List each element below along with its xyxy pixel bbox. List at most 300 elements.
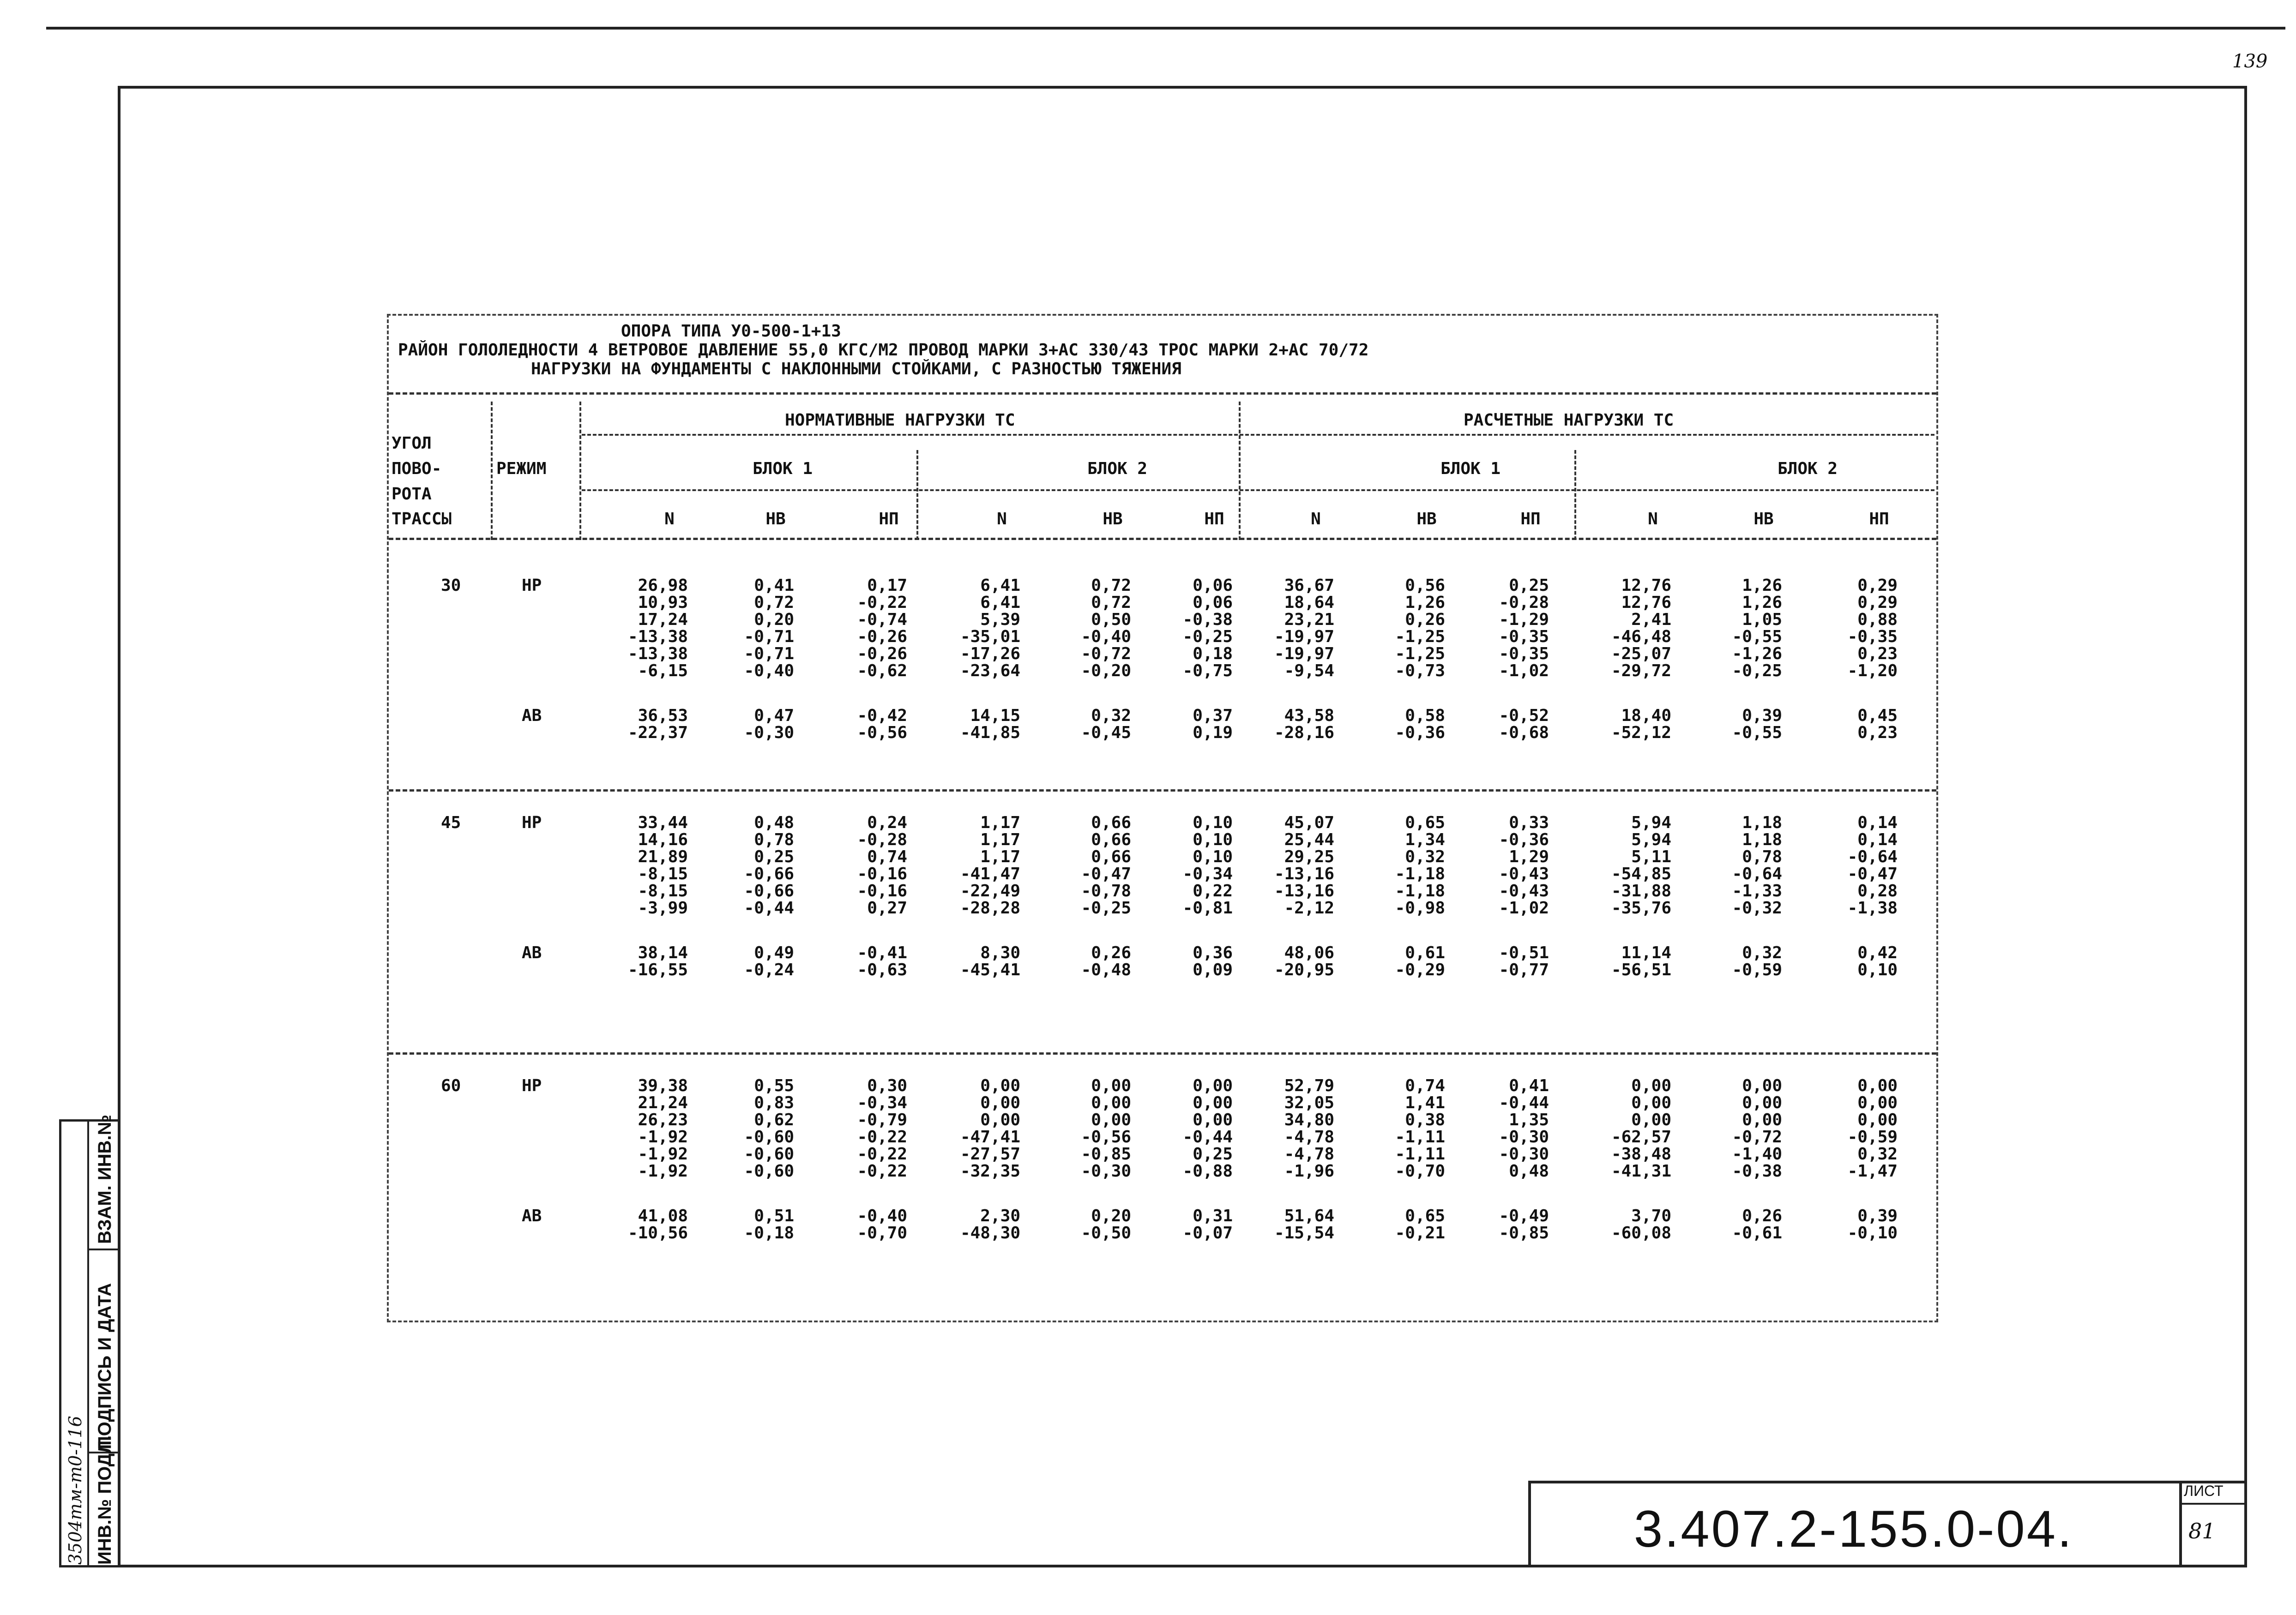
table-cell: 18,40 (1621, 706, 1671, 725)
table-cell: 0,66 (1091, 847, 1131, 866)
col-rasch-block1: БЛОК 1 (1440, 459, 1501, 478)
table-cell: -28,16 (1274, 723, 1334, 742)
table-cell: -13,16 (1274, 865, 1334, 883)
table-cell: -0,35 (1499, 644, 1549, 663)
table-cell: -0,16 (857, 882, 907, 901)
table-cell: 0,65 (1405, 1207, 1445, 1225)
table-cell: -0,63 (857, 961, 907, 979)
sheet-cell-divider (2179, 1503, 2247, 1505)
table-cell: -0,79 (857, 1111, 907, 1129)
table-cell: 0,47 (754, 706, 794, 725)
table-cell: -29,72 (1611, 661, 1671, 680)
header-line-3: НАГРУЗКИ НА ФУНДАМЕНТЫ С НАКЛОННЫМИ СТОЙКАМИ, С РАЗНОСТЬЮ ТЯЖЕНИЯ (531, 360, 1181, 378)
table-cell: -1,11 (1395, 1145, 1445, 1164)
table-cell: -0,59 (1847, 1128, 1898, 1147)
table-cell: 0,78 (754, 830, 794, 849)
table-cell: 8,30 (980, 943, 1020, 962)
table-cell: 21,24 (638, 1093, 688, 1112)
table-cell: -0,16 (857, 865, 907, 883)
table-cell: -0,30 (1499, 1145, 1549, 1164)
group-angle: 45 (441, 813, 461, 832)
table-cell: 0,88 (1857, 610, 1898, 629)
table-cell: -13,16 (1274, 882, 1334, 901)
table-cell: -1,38 (1847, 899, 1898, 918)
table-cell: 0,74 (1405, 1076, 1445, 1095)
table-cell: -60,08 (1611, 1224, 1671, 1243)
table-cell: -41,85 (960, 723, 1020, 742)
table-cell: -27,57 (960, 1145, 1020, 1164)
table-cell: -1,02 (1499, 661, 1549, 680)
table-cell: 0,00 (1091, 1111, 1131, 1129)
table-cell: 36,67 (1284, 576, 1334, 595)
table-cell: -0,21 (1395, 1224, 1445, 1243)
table-cell: 0,00 (1193, 1076, 1233, 1095)
table-cell: -0,28 (1499, 593, 1549, 612)
table-cell: 3,70 (1631, 1207, 1671, 1225)
table-cell: -0,22 (857, 1128, 907, 1147)
header-line-2: РАЙОН ГОЛОЛЕДНОСТИ 4 ВЕТРОВОЕ ДАВЛЕНИЕ 55,0 КГС/М2 ПРОВОД МАРКИ 3+АС 330/43 ТРОС МАРКИ 2+АС 70/72 (398, 341, 1369, 360)
col-rasch-block2: БЛОК 2 (1778, 459, 1838, 478)
sub-col-4: НВ (1103, 510, 1123, 528)
table-cell: 0,48 (1509, 1162, 1549, 1181)
table-cell: 0,09 (1193, 961, 1233, 979)
table-cell: 0,37 (1193, 706, 1233, 725)
table-cell: 1,18 (1742, 813, 1782, 832)
table-cell: 11,14 (1621, 943, 1671, 962)
table-cell: 0,00 (1631, 1111, 1671, 1129)
left-stamp (59, 1114, 120, 1567)
table-cell: 51,64 (1284, 1207, 1334, 1225)
col-normative: НОРМАТИВНЫЕ НАГРУЗКИ ТС (785, 411, 1015, 430)
table-cell: 0,18 (1193, 644, 1233, 663)
table-cell: 6,41 (980, 576, 1020, 595)
sub-col-9: N (1648, 510, 1658, 528)
table-cell: -0,71 (744, 627, 794, 646)
table-cell: -0,64 (1847, 847, 1898, 866)
table-cell: 0,56 (1405, 576, 1445, 595)
table-cell: 34,80 (1284, 1111, 1334, 1129)
table-cell: 33,44 (638, 813, 688, 832)
table-cell: -0,56 (1081, 1128, 1131, 1147)
table-cell: -0,88 (1182, 1162, 1233, 1181)
table-cell: -0,47 (1847, 865, 1898, 883)
document-code: 3.407.2-155.0-04. (1633, 1500, 2074, 1558)
table-cell: 0,00 (1857, 1093, 1898, 1112)
table-cell: -2,12 (1284, 899, 1334, 918)
table-cell: 1,17 (980, 813, 1020, 832)
table-cell: -0,35 (1847, 627, 1898, 646)
table-cell: 43,58 (1284, 706, 1334, 725)
table-cell: 0,00 (1091, 1076, 1131, 1095)
vsep-rezhim (579, 402, 581, 540)
table-cell: 0,45 (1857, 706, 1898, 725)
table-cell: -48,30 (960, 1224, 1020, 1243)
table-cell: -1,92 (638, 1162, 688, 1181)
table-cell: 26,23 (638, 1111, 688, 1129)
table-cell: 0,00 (1742, 1076, 1782, 1095)
group-angle: 30 (441, 576, 461, 595)
table-cell: 0,26 (1742, 1207, 1782, 1225)
table-cell: -1,26 (1732, 644, 1782, 663)
top-rule (46, 27, 2285, 30)
group-separator (389, 789, 1936, 792)
table-cell: -0,55 (1732, 627, 1782, 646)
table-cell: 32,05 (1284, 1093, 1334, 1112)
table-cell: 0,17 (867, 576, 907, 595)
table-cell: 2,30 (980, 1207, 1020, 1225)
table-cell: -0,10 (1847, 1224, 1898, 1243)
table-cell: 1,34 (1405, 830, 1445, 849)
table-cell: -0,40 (744, 661, 794, 680)
table-cell: 0,78 (1742, 847, 1782, 866)
table-cell: -0,44 (1499, 1093, 1549, 1112)
table-cell: -0,68 (1499, 723, 1549, 742)
table-cell: 0,72 (1091, 576, 1131, 595)
table-cell: 0,10 (1193, 813, 1233, 832)
table-cell: 0,39 (1857, 1207, 1898, 1225)
separator-header (389, 392, 1936, 395)
table-cell: -0,78 (1081, 882, 1131, 901)
vsep-norm-blocks (916, 450, 918, 540)
sub-col-7: НВ (1416, 510, 1437, 528)
vsep-normative-raschet (1239, 402, 1241, 540)
table-cell: -0,98 (1395, 899, 1445, 918)
table-cell: 0,00 (1857, 1076, 1898, 1095)
table-cell: -1,25 (1395, 644, 1445, 663)
table-cell: 0,66 (1091, 830, 1131, 849)
table-cell: 36,53 (638, 706, 688, 725)
table-cell: 5,11 (1631, 847, 1671, 866)
table-cell: -0,52 (1499, 706, 1549, 725)
table-cell: 0,00 (1091, 1093, 1131, 1112)
col-norm-block2: БЛОК 2 (1087, 459, 1148, 478)
table-cell: 0,39 (1742, 706, 1782, 725)
table-cell: 14,15 (970, 706, 1020, 725)
table-cell: -10,56 (627, 1224, 688, 1243)
table-cell: 0,14 (1857, 813, 1898, 832)
table-cell: -3,99 (638, 899, 688, 918)
table-cell: 38,14 (638, 943, 688, 962)
table-cell: 0,32 (1857, 1145, 1898, 1164)
table-cell: -0,70 (857, 1224, 907, 1243)
table-cell: -0,20 (1081, 661, 1131, 680)
table-cell: -0,66 (744, 865, 794, 883)
table-cell: -0,70 (1395, 1162, 1445, 1181)
table-cell: -19,97 (1274, 644, 1334, 663)
stamp-inv-value: 3504тм-т0-116 (65, 1416, 85, 1565)
table-cell: -0,81 (1182, 899, 1233, 918)
table-cell: 12,76 (1621, 576, 1671, 595)
sub-col-6: N (1311, 510, 1321, 528)
stamp-inv-podl: ИНВ.№ ПОДЛ. (95, 1435, 115, 1565)
table-cell: -38,48 (1611, 1145, 1671, 1164)
table-cell: -16,55 (627, 961, 688, 979)
table-cell: -1,92 (638, 1145, 688, 1164)
table-cell: 12,76 (1621, 593, 1671, 612)
table-cell: 0,06 (1193, 593, 1233, 612)
table-cell: -0,77 (1499, 961, 1549, 979)
table-cell: 0,38 (1405, 1111, 1445, 1129)
table-cell: 0,74 (867, 847, 907, 866)
table-cell: 21,89 (638, 847, 688, 866)
col-ugol-1: УГОЛ (392, 434, 432, 453)
table-cell: 0,25 (1193, 1145, 1233, 1164)
table-cell: 0,00 (1742, 1111, 1782, 1129)
table-cell: 0,22 (1193, 882, 1233, 901)
table-cell: 1,05 (1742, 610, 1782, 629)
table-cell: 0,06 (1193, 576, 1233, 595)
table-cell: -1,33 (1732, 882, 1782, 901)
table-cell: -0,49 (1499, 1207, 1549, 1225)
table-cell: 29,25 (1284, 847, 1334, 866)
table-cell: 0,32 (1742, 943, 1782, 962)
table-cell: -0,28 (857, 830, 907, 849)
table-cell: -4,78 (1284, 1128, 1334, 1147)
table-cell: 0,25 (754, 847, 794, 866)
table-cell: 0,55 (754, 1076, 794, 1095)
table-cell: -1,25 (1395, 627, 1445, 646)
table-cell: -0,60 (744, 1128, 794, 1147)
table-cell: -0,42 (857, 706, 907, 725)
table-cell: -1,20 (1847, 661, 1898, 680)
sheet-number: 81 (2188, 1519, 2216, 1543)
sub-col-8: НП (1520, 510, 1541, 528)
table-cell: 6,41 (980, 593, 1020, 612)
vsep-rasch-blocks (1574, 450, 1576, 540)
table-cell: 41,08 (638, 1207, 688, 1225)
table-cell: -20,95 (1274, 961, 1334, 979)
table-cell: -13,38 (627, 644, 688, 663)
sheet-label: ЛИСТ (2184, 1483, 2224, 1499)
table-cell: -22,49 (960, 882, 1020, 901)
table-cell: -0,30 (744, 723, 794, 742)
table-cell: -0,38 (1732, 1162, 1782, 1181)
table-cell: 1,41 (1405, 1093, 1445, 1112)
table-cell: 0,00 (980, 1111, 1020, 1129)
table-cell: 5,94 (1631, 813, 1671, 832)
table-cell: 0,24 (867, 813, 907, 832)
table-cell: 0,42 (1857, 943, 1898, 962)
mode-label: АВ (522, 1207, 542, 1225)
separator-columns (389, 538, 1936, 540)
table-cell: 0,33 (1509, 813, 1549, 832)
table-cell: -1,92 (638, 1128, 688, 1147)
table-cell: -0,24 (744, 961, 794, 979)
table-cell: -0,22 (857, 593, 907, 612)
table-cell: -0,51 (1499, 943, 1549, 962)
table-cell: -1,47 (1847, 1162, 1898, 1181)
table-cell: 0,72 (1091, 593, 1131, 612)
table-cell: -0,44 (744, 899, 794, 918)
table-cell: -1,29 (1499, 610, 1549, 629)
table-cell: -0,36 (1499, 830, 1549, 849)
sub-col-3: N (997, 510, 1007, 528)
table-cell: -56,51 (1611, 961, 1671, 979)
table-cell: 0,25 (1509, 576, 1549, 595)
col-rezhim: РЕЖИМ (496, 459, 547, 478)
table-cell: -0,18 (744, 1224, 794, 1243)
table-cell: -45,41 (960, 961, 1020, 979)
table-cell: 0,10 (1857, 961, 1898, 979)
table-cell: -0,25 (1081, 899, 1131, 918)
table-cell: -13,38 (627, 627, 688, 646)
table-cell: 5,94 (1631, 830, 1671, 849)
table-cell: -0,25 (1732, 661, 1782, 680)
table-cell: -0,44 (1182, 1128, 1233, 1147)
table-cell: 0,00 (1857, 1111, 1898, 1129)
table-cell: -1,96 (1284, 1162, 1334, 1181)
table-cell: -31,88 (1611, 882, 1671, 901)
table-cell: -0,85 (1499, 1224, 1549, 1243)
table-cell: 1,35 (1509, 1111, 1549, 1129)
table-cell: 0,49 (754, 943, 794, 962)
table-cell: -0,30 (1499, 1128, 1549, 1147)
table-cell: 0,32 (1405, 847, 1445, 866)
table-cell: 0,29 (1857, 576, 1898, 595)
table-cell: -0,32 (1732, 899, 1782, 918)
table-cell: 0,41 (754, 576, 794, 595)
col-ugol-3: РОТА (392, 485, 432, 504)
table-cell: 0,41 (1509, 1076, 1549, 1095)
table-cell: -35,76 (1611, 899, 1671, 918)
table-cell: 1,26 (1742, 576, 1782, 595)
table-cell: -0,34 (857, 1093, 907, 1112)
table-cell: -47,41 (960, 1128, 1020, 1147)
table-cell: -0,22 (857, 1162, 907, 1181)
table-cell: 18,64 (1284, 593, 1334, 612)
sub-col-1: НВ (765, 510, 786, 528)
table-cell: -1,18 (1395, 865, 1445, 883)
table-cell: 0,00 (1193, 1111, 1233, 1129)
table-cell: -17,26 (960, 644, 1020, 663)
table-cell: -0,61 (1732, 1224, 1782, 1243)
top-sheet-number: 139 (2232, 51, 2268, 72)
table-cell: 45,07 (1284, 813, 1334, 832)
table-cell: -0,60 (744, 1162, 794, 1181)
table-cell: 0,19 (1193, 723, 1233, 742)
table-cell: -23,64 (960, 661, 1020, 680)
table-cell: -0,26 (857, 627, 907, 646)
table-cell: 0,00 (1631, 1093, 1671, 1112)
table-cell: -0,43 (1499, 865, 1549, 883)
table-cell: 39,38 (638, 1076, 688, 1095)
table-cell: -0,73 (1395, 661, 1445, 680)
table-cell: 0,50 (1091, 610, 1131, 629)
table-cell: 0,66 (1091, 813, 1131, 832)
table-cell: -0,62 (857, 661, 907, 680)
sep-blocks-top (582, 434, 1934, 436)
table-cell: 1,26 (1405, 593, 1445, 612)
table-cell: 0,58 (1405, 706, 1445, 725)
table-cell: 0,48 (754, 813, 794, 832)
table-cell: -0,64 (1732, 865, 1782, 883)
table-cell: 0,20 (1091, 1207, 1131, 1225)
table-cell: 1,29 (1509, 847, 1549, 866)
table-cell: -0,34 (1182, 865, 1233, 883)
table-cell: -1,40 (1732, 1145, 1782, 1164)
table-cell: -28,28 (960, 899, 1020, 918)
table-cell: -0,43 (1499, 882, 1549, 901)
table-cell: -0,85 (1081, 1145, 1131, 1164)
group-angle: 60 (441, 1076, 461, 1095)
table-cell: 1,17 (980, 830, 1020, 849)
table-cell: -0,66 (744, 882, 794, 901)
table-cell: -0,60 (744, 1145, 794, 1164)
table-cell: -9,54 (1284, 661, 1334, 680)
table-cell: -19,97 (1274, 627, 1334, 646)
table-cell: -0,72 (1081, 644, 1131, 663)
stamp-podpis-data: ПОДПИСЬ И ДАТА (95, 1283, 115, 1449)
table-cell: 26,98 (638, 576, 688, 595)
table-cell: -0,56 (857, 723, 907, 742)
table-cell: -1,02 (1499, 899, 1549, 918)
table-cell: -0,72 (1732, 1128, 1782, 1147)
table-cell: -1,18 (1395, 882, 1445, 901)
table-cell: -54,85 (1611, 865, 1671, 883)
table-cell: 5,39 (980, 610, 1020, 629)
table-cell: -35,01 (960, 627, 1020, 646)
table-cell: -1,11 (1395, 1128, 1445, 1147)
table-cell: 0,26 (1091, 943, 1131, 962)
table-cell: 2,41 (1631, 610, 1671, 629)
table-cell: -0,45 (1081, 723, 1131, 742)
table-cell: -0,25 (1182, 627, 1233, 646)
mode-label: АВ (522, 943, 542, 962)
sub-col-5: НП (1204, 510, 1224, 528)
table-cell: 0,36 (1193, 943, 1233, 962)
table-cell: -22,37 (627, 723, 688, 742)
table-cell: -15,54 (1274, 1224, 1334, 1243)
table-cell: 0,20 (754, 610, 794, 629)
table-cell: -0,41 (857, 943, 907, 962)
stamp-vzam-inv: ВЗАМ. ИНВ.№ (95, 1114, 115, 1244)
sub-col-2: НП (879, 510, 899, 528)
vsep-ugol (491, 402, 493, 540)
sep-sub-top (582, 489, 1934, 491)
table-cell: 1,18 (1742, 830, 1782, 849)
table-cell: 0,00 (1193, 1093, 1233, 1112)
table-cell: -0,55 (1732, 723, 1782, 742)
group-separator (389, 1052, 1936, 1055)
table-cell: 0,32 (1091, 706, 1131, 725)
table-cell: 52,79 (1284, 1076, 1334, 1095)
table-cell: -0,75 (1182, 661, 1233, 680)
table-cell: 0,23 (1857, 723, 1898, 742)
table-cell: -0,40 (857, 1207, 907, 1225)
table-cell: -0,30 (1081, 1162, 1131, 1181)
table-cell: 0,00 (980, 1076, 1020, 1095)
table-cell: 0,62 (754, 1111, 794, 1129)
table-cell: 14,16 (638, 830, 688, 849)
mode-label: НР (522, 813, 542, 832)
table-cell: -0,35 (1499, 627, 1549, 646)
table-cell: -0,71 (744, 644, 794, 663)
table-cell: 17,24 (638, 610, 688, 629)
table-cell: -41,47 (960, 865, 1020, 883)
sub-col-0: N (664, 510, 675, 528)
table-cell: 0,61 (1405, 943, 1445, 962)
table-cell: -8,15 (638, 882, 688, 901)
table-cell: 0,83 (754, 1093, 794, 1112)
table-cell: -25,07 (1611, 644, 1671, 663)
sub-col-10: НВ (1754, 510, 1774, 528)
col-ugol-2: ПОВО- (392, 459, 442, 478)
table-cell: 0,23 (1857, 644, 1898, 663)
table-cell: 0,00 (1742, 1093, 1782, 1112)
table-cell: 0,10 (1193, 847, 1233, 866)
table-cell: 0,51 (754, 1207, 794, 1225)
mode-label: НР (522, 1076, 542, 1095)
